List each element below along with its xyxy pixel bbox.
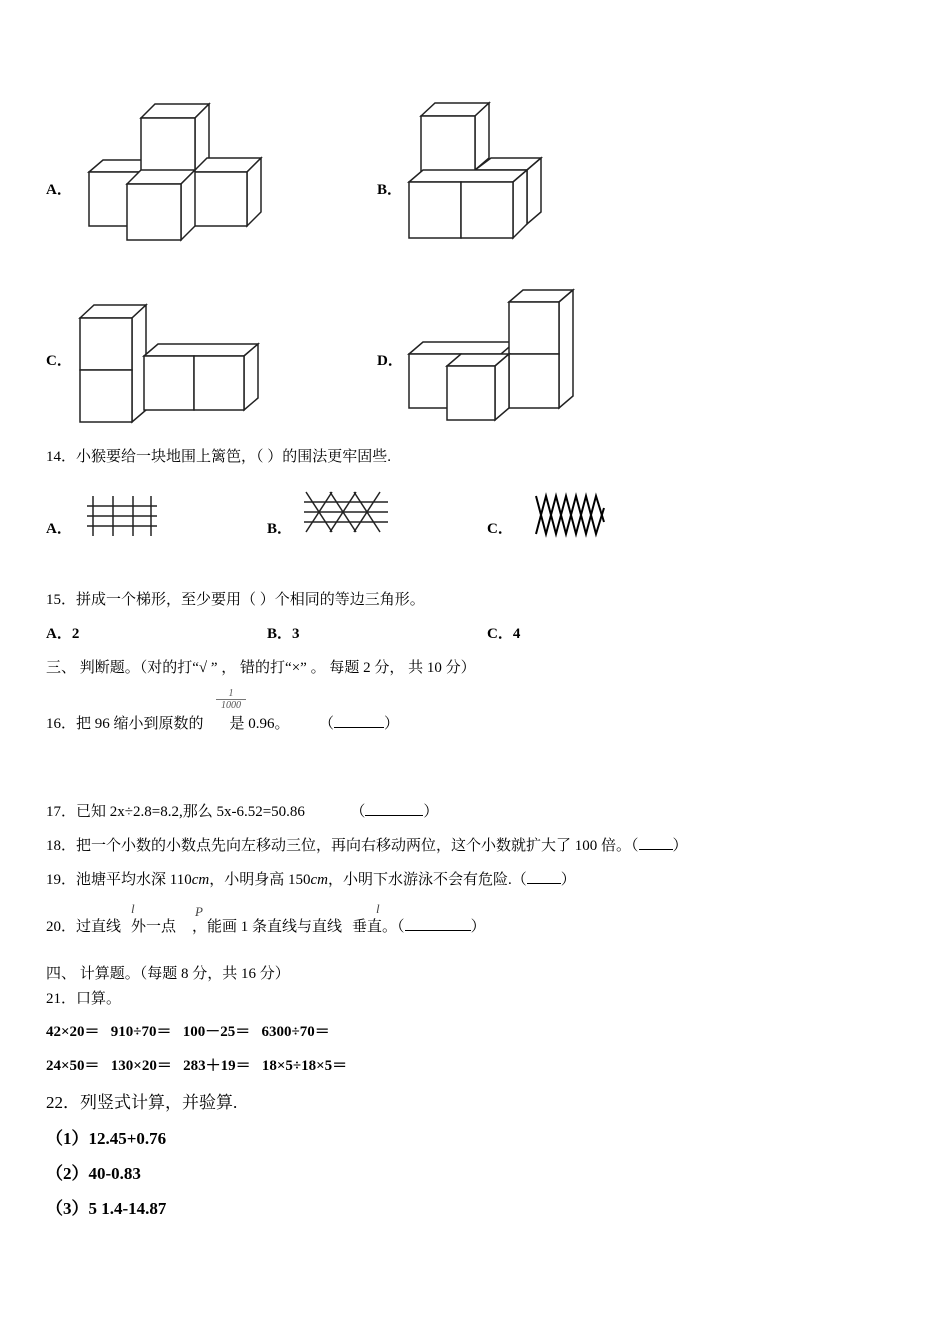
q16-fraction: $\frac{1}{1000}$: [216, 688, 246, 711]
q15-option-b: B．3: [267, 626, 300, 642]
q22-title: 22．列竖式计算，并验算.: [46, 1093, 238, 1112]
q17-text: 17．已知 2x÷2.8=8.2,那么 5x-6.52=50.86: [46, 804, 305, 820]
q20-var-l-first: l: [131, 901, 135, 916]
q22-item-2: （2）40-0.83: [46, 1164, 141, 1183]
section4-title: 四、 计算题。（每题 8 分，共 16 分）: [46, 966, 290, 982]
q20-question: 20．过直线 外一点 ，能画 1 条直线与直线 垂直。（ ）: [46, 919, 486, 935]
cube-figure-a: [85, 100, 265, 245]
cube-figure-c: [78, 302, 268, 427]
section3-title: 三、 判断题。（对的打“√ ” ， 错的打“×” 。 每题 2 分， 共 10 分）: [46, 660, 476, 676]
q14-option-a-label: A．: [46, 521, 72, 537]
fence-cross-figure: [302, 488, 392, 536]
q13-option-c-label: C．: [46, 353, 72, 369]
cube-figure-b: [405, 100, 545, 245]
q13-option-a-label: A．: [46, 182, 72, 198]
q15-option-a: A．2: [46, 626, 80, 642]
q16-answer-blank[interactable]: [334, 715, 384, 728]
q14-stem: 14．小猴要给一块地围上篱笆，（ ）的围法更牢固些.: [46, 449, 392, 465]
q18-question: 18．把一个小数的小数点先向左移动三位，再向右移动两位，这个小数就扩大了 100 倍。（ ）: [46, 838, 688, 854]
q21-title: 21．口算。: [46, 991, 122, 1007]
q16-post: 是 0.96。: [229, 716, 290, 732]
q20-var-p: P: [195, 904, 203, 919]
q14-option-b-label: B．: [267, 521, 293, 537]
q17-question: 17．已知 2x÷2.8=8.2,那么 5x-6.52=50.86 （ ）: [46, 804, 439, 820]
q16-pre: 16．把 96 缩小到原数的: [46, 716, 204, 732]
q13-option-b-label: B．: [377, 182, 403, 198]
q18-answer-blank[interactable]: [639, 837, 673, 850]
q18-text: 18．把一个小数的小数点先向左移动三位，再向右移动两位，这个小数就扩大了 100 倍。（: [46, 838, 639, 854]
cube-figure-d: [405, 288, 580, 428]
q17-answer-blank[interactable]: [365, 803, 423, 816]
q19-question: 19．池塘平均水深 110cm，小明身高 150cm，小明下水游泳不会有危险.（ ）: [46, 872, 576, 888]
q15-option-c: C．4: [487, 626, 521, 642]
q15-stem: 15．拼成一个梯形，至少要用（ ）个相同的等边三角形。: [46, 592, 425, 608]
q21-row2: 24×50＝ 130×20＝ 283＋19＝ 18×5÷18×5＝: [46, 1058, 348, 1074]
q19-answer-blank[interactable]: [527, 871, 561, 884]
q20-var-l-second: l: [376, 901, 380, 916]
q20-answer-blank[interactable]: [405, 918, 471, 931]
q22-item-3: （3）5 1.4-14.87: [46, 1199, 167, 1218]
q22-item-1: （1）12.45+0.76: [46, 1129, 167, 1148]
q16-question: 16．把 96 缩小到原数的 是 0.96。 （ ）: [46, 716, 400, 732]
q14-option-c-label: C．: [487, 521, 513, 537]
fence-grid-figure: [85, 494, 160, 539]
q21-row1: 42×20＝ 910÷70＝ 100－25＝ 6300÷70＝: [46, 1024, 330, 1040]
q13-option-d-label: D．: [377, 353, 403, 369]
fence-zigzag-figure: [532, 492, 608, 538]
